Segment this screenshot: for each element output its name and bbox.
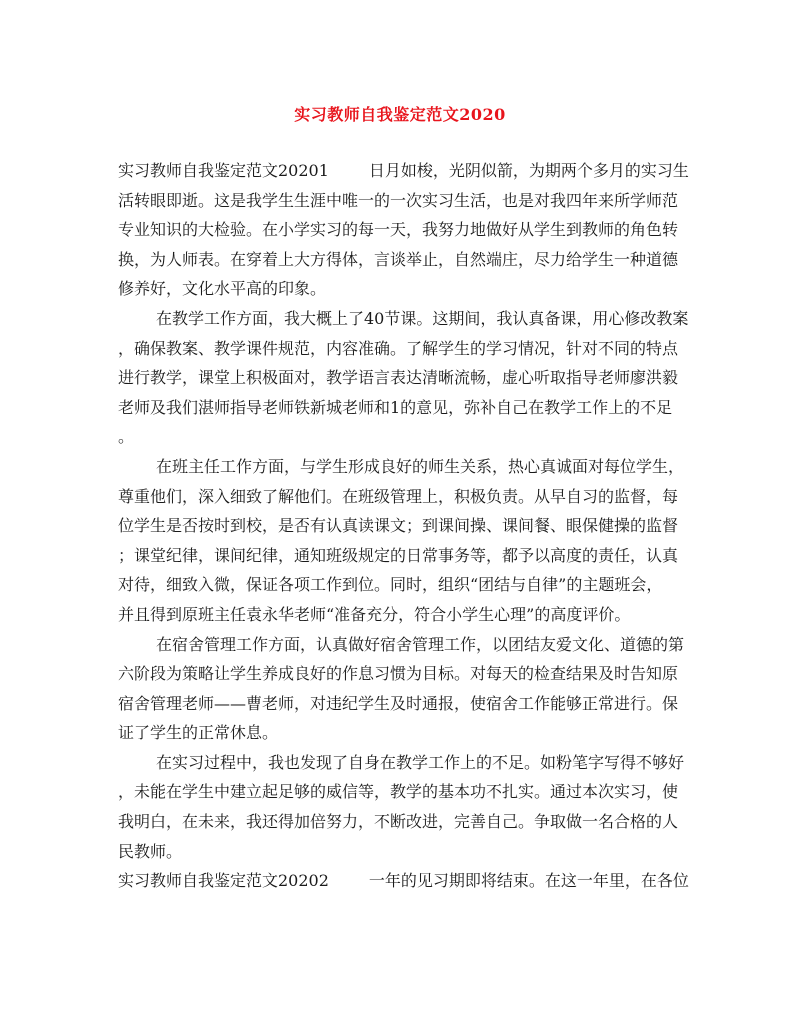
text-line [118, 718, 674, 748]
text-line [118, 570, 674, 600]
line-text: 进行教学，课堂上积极面对，教学语言表达清晰流畅，虚心听取指导老师廖洪毅 [118, 368, 679, 388]
line-text: 尊重他们，深入细致了解他们。在班级管理上，积极负责。从早自习的监督，每 [118, 486, 679, 506]
section-heading: 实习教师自我鉴定范文20201 [118, 161, 329, 180]
line-text: 。 [118, 427, 135, 447]
text-line [118, 837, 674, 867]
text-line [118, 777, 679, 807]
text-line [118, 334, 679, 364]
line-text: 宿舍管理老师——曹老师，对违纪学生及时通报，使宿舍工作能够正常进行。保 [118, 693, 679, 713]
line-text: 修养好，文化水平高的印象。 [118, 279, 327, 299]
line-text: 我明白，在未来，我还得加倍努力，不断改进，完善自己。争取做一名合格的人 [118, 812, 679, 832]
document-title: 实习教师自我鉴定范文2020 [294, 105, 506, 124]
text-line [118, 630, 685, 660]
text-line [118, 600, 674, 630]
line-text: 换，为人师表。在穿着上大方得体，言谈举止，自然端庄，尽力给学生一种道德 [118, 249, 679, 269]
line-text: 并且得到原班主任袁永华老师“准备充分，符合小学生心理”的高度评价。 [118, 604, 631, 624]
text-line [118, 511, 679, 541]
line-text: 在宿舍管理工作方面，认真做好宿舍管理工作，以团结友爱文化、道德的第 [156, 634, 685, 654]
text-line [118, 482, 679, 512]
line-text: 老师及我们湛师指导老师铁新城老师和1的意见，弥补自己在教学工作上的不足 [118, 397, 673, 417]
text-line [118, 748, 685, 778]
document-body [118, 156, 689, 896]
line-text: 一年的见习期即将结束。在这一年里，在各位 [368, 871, 689, 891]
text-line [118, 452, 685, 482]
text-line [118, 186, 679, 216]
line-text: 民教师。 [118, 841, 183, 861]
text-line [118, 215, 679, 245]
line-text: 日月如梭，光阴似箭，为期两个多月的实习生 [368, 161, 689, 180]
text-line [118, 304, 689, 334]
line-text: 在教学工作方面，我大概上了40节课。这期间，我认真备课，用心修改教案 [156, 308, 689, 328]
text-line [118, 393, 674, 423]
text-line [118, 866, 689, 896]
section-heading: 实习教师自我鉴定范文20202 [118, 871, 329, 891]
text-line [118, 807, 679, 837]
line-text: 六阶段为策略让学生养成良好的作息习惯为目标。对每天的检查结果及时告知原 [118, 664, 679, 684]
line-text: 在班主任工作方面，与学生形成良好的师生关系，热心真诚面对每位学生， [156, 456, 685, 476]
text-line [118, 274, 674, 304]
line-text: 证了学生的正常休息。 [118, 723, 279, 743]
text-line [118, 689, 679, 719]
line-text: 活转眼即逝。这是我学生生涯中唯一的一次实习生活，也是对我四年来所学师范 [118, 190, 679, 210]
line-text: ；课堂纪律，课间纪律，通知班级规定的日常事务等，都予以高度的责任，认真 [118, 545, 679, 565]
line-text: 在实习过程中，我也发现了自身在教学工作上的不足。如粉笔字写得不够好 [156, 752, 685, 772]
text-line [118, 541, 679, 571]
line-text: 专业知识的大检验。在小学实习的每一天，我努力地做好从学生到教师的角色转 [118, 220, 679, 240]
text-line [118, 156, 689, 186]
line-text: 位学生是否按时到校，是否有认真读课文；到课间操、课间餐、眼保健操的监督 [118, 516, 679, 536]
text-line [118, 659, 679, 689]
line-text: 对待，细致入微，保证各项工作到位。同时，组织“团结与自律”的主题班会， [118, 575, 663, 595]
line-text: ，未能在学生中建立起足够的威信等，教学的基本功不扎实。通过本次实习，使 [118, 782, 679, 802]
line-text: ，确保教案、教学课件规范，内容准确。了解学生的学习情况，针对不同的特点 [118, 338, 679, 358]
text-line [118, 363, 679, 393]
text-line [118, 245, 679, 275]
text-line [118, 422, 674, 452]
